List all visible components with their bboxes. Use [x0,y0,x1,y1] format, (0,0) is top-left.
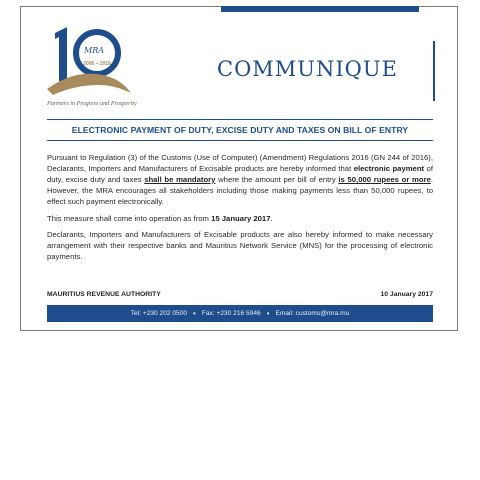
headline: ELECTRONIC PAYMENT OF DUTY, EXCISE DUTY AND TAXES ON BILL OF ENTRY [71,125,409,135]
contact-fax: Fax: +230 216 5946 [201,310,261,317]
paragraph-3: Declarants, Importers and Manufacturers of Excisable products are also hereby informed to make necessary arrangement with their respective banks and Mauritius Network Service (MNS) for the processing of electronic payments. [47,230,433,262]
logo-mark: MRA [84,46,104,55]
bullet-separator: • [266,309,270,318]
tagline: Partners in Progress and Prosperity [47,100,137,107]
contact-email[interactable]: Email: customs@mra.mu [275,310,350,317]
headline-bottom-rule [47,140,433,141]
title-divider [433,41,435,101]
logo-years: 2006 – 2016 [83,61,111,67]
authority-name: MAURITIUS REVENUE AUTHORITY [47,291,161,298]
notice-body [47,153,433,269]
logo-anniversary: ANNIVERSARY [84,85,136,103]
notice-date: 10 January 2017 [380,291,433,298]
contact-bar [47,305,433,322]
paragraph-1: Pursuant to Regulation (3) of the Customs (Use of Computer) (Amendment) Regulations 2016 (GN 244 of 2016), Declarants, Importers and Manufacturers of Excisable products are hereby informed that electronic payment of duty, excise duty and taxes shall be mandatory where the amount per bill of entry is 50,000 rupees or more. However, the MRA encourages all stakeholders including those making payments less than 50,000 rupees, to effect such payment electronically. [47,153,434,206]
page-title: COMMUNIQUE [217,57,398,81]
contact-tel: Tel: +230 202 0500 [130,310,188,317]
communique-notice [20,6,458,331]
bullet-separator: • [193,309,196,318]
mra-10th-anniversary-logo [45,23,137,103]
top-accent-bar [221,6,419,12]
paragraph-2: This measure shall come into operation as from 15 January 2017. [47,213,273,223]
headline-top-rule [47,119,433,120]
